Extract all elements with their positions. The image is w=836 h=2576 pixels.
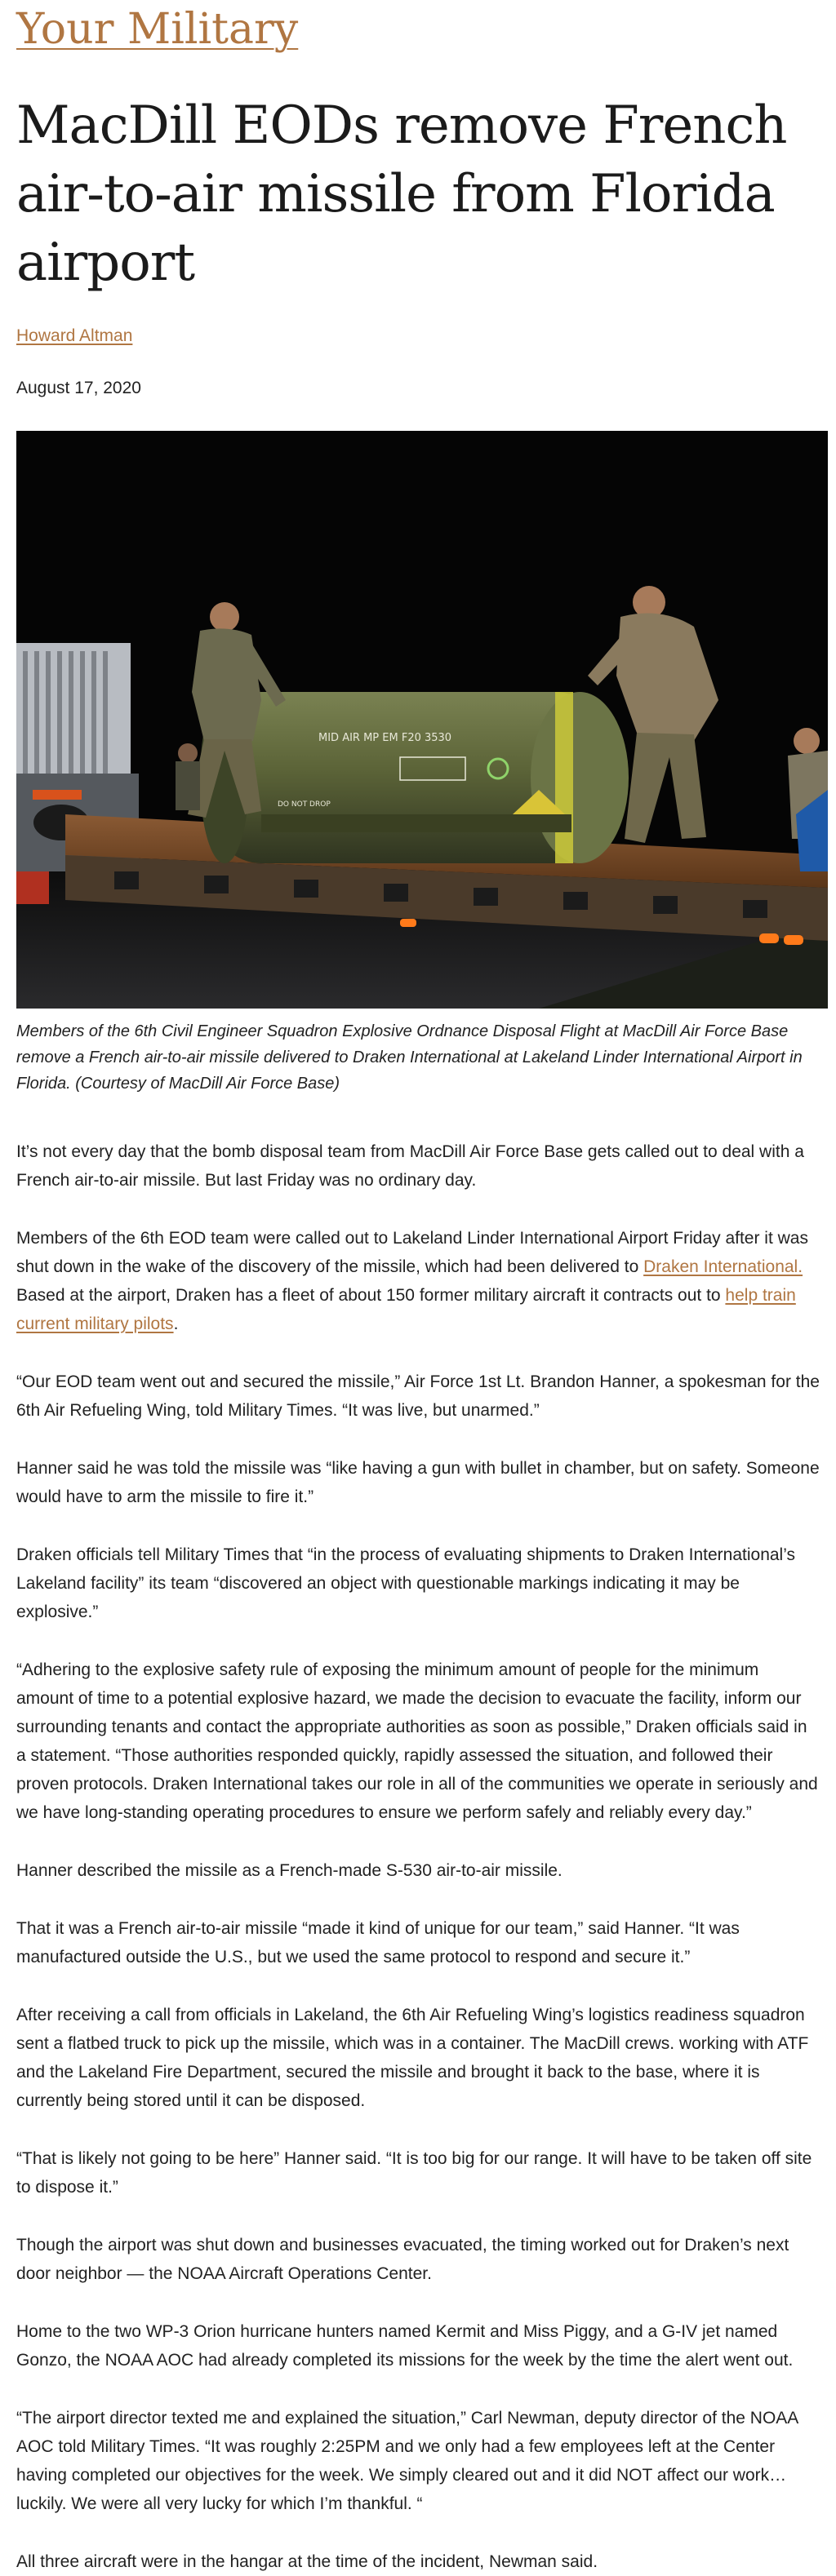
- paragraph-14: All three aircraft were in the hangar at the time of the incident, Newman said.: [16, 2552, 598, 2571]
- paragraph-2: [16, 1224, 820, 1338]
- paragraph-2-text-b: Based at the airport, Draken has a fleet of about 150 former military aircraft it contracts out to: [16, 1286, 726, 1305]
- paragraph-7: Hanner described the missile as a French-made S-530 air-to-air missile.: [16, 1861, 563, 1880]
- paragraph-8: That it was a French air-to-air missile “made it kind of unique for our team,” said Hanner. “It was manufactured outside the U.S., but we used the same protocol to respond and secure it.”: [16, 1919, 740, 1966]
- paragraph-2-text-c: .: [173, 1315, 179, 1333]
- paragraph-2-text-a: Members of the 6th EOD team were called out to Lakeland Linder International Airport Friday after it was shut down in the wake of the discovery of the missile, which had been delivered to: [16, 1229, 808, 1276]
- draken-international-link[interactable]: Draken International.: [643, 1257, 803, 1276]
- paragraph-11: Though the airport was shut down and businesses evacuated, the timing worked out for Draken’s next door neighbor — the NOAA Aircraft Operations Center.: [16, 2236, 789, 2283]
- article-headline: MacDill EODs remove French air-to-air missile from Florida airport: [16, 95, 787, 293]
- person-behind-container: [176, 743, 200, 810]
- publish-date: August 17, 2020: [16, 379, 141, 397]
- article-photo: [16, 431, 828, 1009]
- byline: [16, 325, 820, 348]
- paragraph-13: “The airport director texted me and explained the situation,” Carl Newman, deputy director of the NOAA AOC told Military Times. “It was roughly 2:25PM and we only had a few employees left at the Center having completed our objectives for the week. We simply cleared out and it did NOT affect our work…luckily. We were all very lucky for which I’m thankful. “: [16, 2409, 798, 2513]
- paragraph-6: “Adhering to the explosive safety rule of exposing the minimum amount of people for the minimum amount of time to a potential explosive hazard, we made the decision to evacuate the facility, inform our surrounding tenants and contact the appropriate authorities as soon as possible,” Draken officials said in a statement. “Those authorities responded quickly, rapidly assessed the situation, and followed their proven protocols. Draken International takes our role in all of the communities we operate in seriously and we have long-standing operating procedures to ensure we perform safely and reliably every day.”: [16, 1660, 818, 1822]
- paragraph-3: “Our EOD team went out and secured the missile,” Air Force 1st Lt. Brandon Hanner, a spokesman for the 6th Air Refueling Wing, told Military Times. “It was live, but unarmed.”: [16, 1372, 820, 1420]
- category-link[interactable]: Your Military: [16, 5, 299, 54]
- paragraph-10: “That is likely not going to be here” Hanner said. “It is too big for our range. It will have to be taken off site to dispose it.”: [16, 2149, 812, 2197]
- container-label: MID AIR MP EM F20 3530: [318, 732, 452, 744]
- paragraph-5: Draken officials tell Military Times that “in the process of evaluating shipments to Draken International’s Lakeland facility” its team “discovered an object with questionable markings indicating it may be explosive.”: [16, 1545, 796, 1621]
- container-warning: DO NOT DROP: [278, 800, 331, 809]
- train-military-pilots-link[interactable]: help train current military pilots: [16, 1286, 796, 1333]
- photo-caption: Members of the 6th Civil Engineer Squadron Explosive Ordnance Disposal Flight at MacDill Air Force Base remove a French air-to-air missile delivered to Draken International at Lakeland Linder International Airport in Florida. (Courtesy of MacDill Air Force Base): [16, 1022, 803, 1093]
- paragraph-4: Hanner said he was told the missile was “like having a gun with bullet in chamber, but on safety. Someone would have to arm the missile to fire it.”: [16, 1459, 820, 1506]
- paragraph-1: It’s not every day that the bomb disposal team from MacDill Air Force Base gets called out to deal with a French air-to-air missile. But last Friday was no ordinary day.: [16, 1142, 804, 1190]
- paragraph-9: After receiving a call from officials in Lakeland, the 6th Air Refueling Wing’s logistics readiness squadron sent a flatbed truck to pick up the missile, which was in a container. The MacDill crews. working with ATF and the Lakeland Fire Department, secured the missile and brought it back to the base, where it is currently being stored until it can be disposed.: [16, 2006, 809, 2110]
- missile-container: [200, 692, 629, 863]
- author-link[interactable]: Howard Altman: [16, 326, 133, 345]
- paragraph-12: Home to the two WP-3 Orion hurricane hunters named Kermit and Miss Piggy, and a G-IV jet named Gonzo, the NOAA AOC had already completed its missions for the week by the time the alert went out.: [16, 2322, 794, 2370]
